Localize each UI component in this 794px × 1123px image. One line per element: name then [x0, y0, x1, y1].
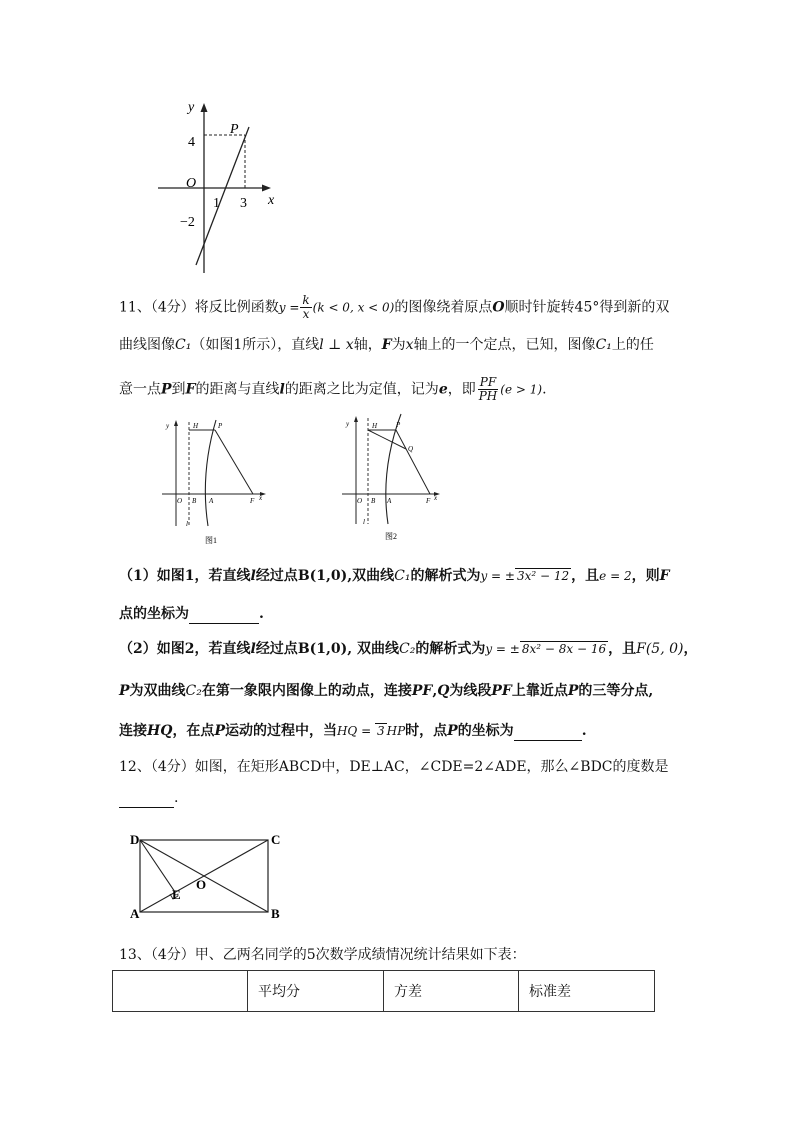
- fig2-label-l: l: [363, 518, 365, 526]
- figure-1: [158, 414, 273, 549]
- q12-line-2: .: [119, 788, 178, 808]
- table-header-cell: 平均分: [248, 971, 384, 1012]
- fig2-label-x: x: [434, 494, 438, 502]
- q11-line-1: 11、（4分）将反比例函数y = $\frac{k}{x}$ (k < 0, x < 0)的图像绕着原点O顺时针旋转45°得到新的双: [119, 293, 670, 321]
- answer-blank-p[interactable]: [514, 724, 582, 741]
- fig1-y-arrow: [174, 420, 178, 426]
- fig1-label-x: x: [259, 494, 263, 502]
- label-o: O: [196, 877, 207, 892]
- fig1-label-a: A: [209, 497, 214, 505]
- figure-2: [338, 410, 453, 545]
- table-header-cell: 方差: [384, 971, 519, 1012]
- label-c: C: [271, 832, 281, 847]
- point-label: P: [230, 122, 239, 137]
- q11-part1-line-2: 点的坐标为 .: [119, 606, 264, 622]
- fig1-label-l: l: [186, 520, 188, 528]
- q11-line-3: 意一点P到F的距离与直线l的距离之比为定值，记为e，即 $\frac{PF}{PH}$ (e > 1).: [119, 375, 547, 403]
- q11-line-2: 曲线图像C₁（如图1所示），直线l ⊥ x轴，F为x轴上的一个定点，已知，图像C₁上的任: [119, 337, 654, 353]
- q11-part2-line-2: P为双曲线C₂在第一象限内图像上的动点，连接PF,Q为线段PF上靠近点P的三等分点,: [119, 683, 654, 699]
- fig2-label-b: B: [371, 497, 376, 505]
- fig1-label-f: F: [250, 497, 255, 505]
- fig2-caption: 图2: [385, 532, 397, 541]
- graph-line-figure: [150, 95, 290, 280]
- table-header-row: [113, 971, 655, 1012]
- fig1-segment-pf: [215, 430, 253, 494]
- fig2-y-arrow: [354, 416, 358, 422]
- fig2-segment-hq: [368, 430, 406, 449]
- label-a: A: [130, 906, 140, 921]
- tick-label-3: 3: [240, 196, 247, 211]
- y-label: y: [188, 100, 195, 115]
- fig1-label-o: O: [177, 497, 183, 505]
- label-d: D: [130, 832, 140, 847]
- rectangle-figure: [126, 828, 286, 926]
- label-e: E: [172, 887, 181, 902]
- fig2-label-h: H: [372, 422, 378, 430]
- tick-label-minus-2: −2: [180, 215, 195, 230]
- origin-label: O: [186, 176, 197, 191]
- x-label: x: [268, 193, 275, 208]
- fig2-label-y: y: [346, 420, 350, 428]
- segment-de: [140, 840, 175, 892]
- sqrt-8x2-8x-16: 8x² − 8x − 16: [521, 642, 607, 656]
- q12-line-1: 12、（4分）如图，在矩形ABCD中，DE⊥AC，∠CDE=2∠ADE，那么∠BDC的度数是: [119, 759, 669, 775]
- q13-line-1: 13、（4分）甲、乙两名同学的5次数学成绩情况统计结果如下表：: [119, 947, 526, 963]
- q11-part2-line-3: 连接HQ，在点P运动的过程中，当HQ = 3 HP时，点P的坐标为 .: [119, 723, 587, 739]
- fig1-caption: 图1: [205, 536, 217, 545]
- tick-label-1: 1: [213, 196, 220, 211]
- sqrt-3: 3: [376, 724, 385, 738]
- fig2-label-q: Q: [408, 445, 414, 453]
- sqrt-3x2-12: 3x² − 12: [516, 569, 570, 583]
- fig1-label-p: P: [218, 422, 223, 430]
- tick-label-4: 4: [188, 135, 195, 150]
- table-header-cell: 标准差: [519, 971, 655, 1012]
- answer-blank-f[interactable]: [189, 607, 259, 624]
- fig2-label-p: P: [396, 421, 401, 429]
- q11-part1-line-1: （1）如图1，若直线l经过点B(1,0),双曲线C₁的解析式为y = ± 3x² − 12 ，且e = 2，则F: [119, 568, 670, 584]
- fig2-label-a: A: [387, 497, 392, 505]
- answer-blank-bdc[interactable]: [119, 791, 174, 808]
- score-stats-table: [112, 970, 655, 1012]
- fig1-hyperbola: [205, 420, 216, 526]
- fig2-label-o: O: [357, 497, 363, 505]
- y-axis-arrow: [201, 103, 208, 112]
- x-axis-arrow: [262, 185, 271, 192]
- table-header-cell: [113, 971, 248, 1012]
- q11-part2-line-1: （2）如图2，若直线l经过点B(1,0), 双曲线C₂的解析式为y = ± 8x² − 8x − 16 ，且F(5, 0)，: [119, 641, 698, 657]
- fraction-k-over-x: $\frac{k}{x}$: [302, 293, 310, 321]
- label-b: B: [271, 906, 280, 921]
- fig2-label-f: F: [426, 497, 431, 505]
- fig1-label-b: B: [192, 497, 197, 505]
- fig2-segment-pf: [396, 430, 430, 494]
- fig1-label-y: y: [166, 422, 170, 430]
- fraction-pf-over-ph: $\frac{PF}{PH}$: [478, 375, 498, 403]
- fig1-label-h: H: [193, 422, 199, 430]
